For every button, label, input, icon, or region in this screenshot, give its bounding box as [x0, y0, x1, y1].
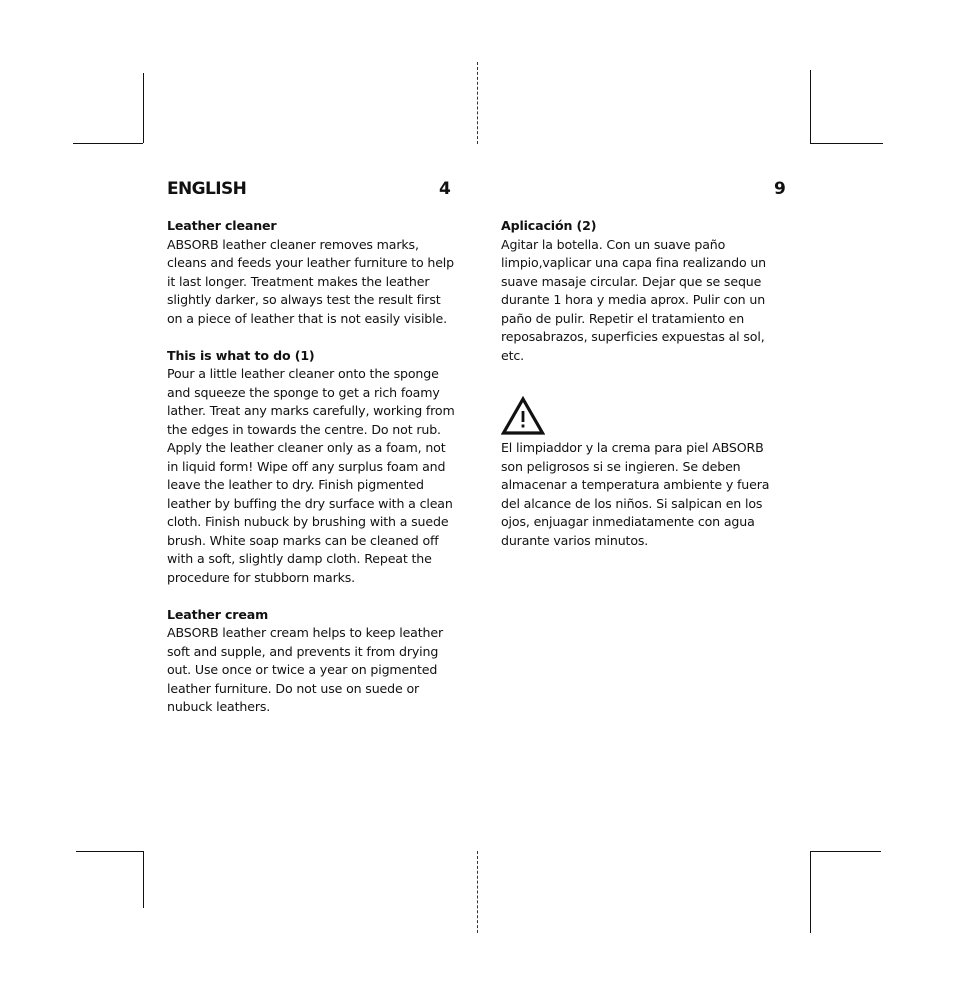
- crop-mark-top-left-horizontal: [73, 143, 143, 144]
- section-what-to-do: [167, 347, 455, 588]
- crop-mark-bottom-left-vertical: [143, 851, 144, 908]
- section-title: Aplicación (2): [501, 218, 597, 233]
- warning-text: El limpiaddor y la crema para piel ABSORB son peligrosos si se ingieren. Se deben almacenar a temperatura ambiente y fuera del alcance de los niños. Si salpican en los ojos, enjuagar inmediatamente con agua durante varios minutos.: [501, 440, 770, 548]
- crop-mark-top-right-horizontal: [810, 143, 883, 144]
- section-title: Leather cream: [167, 606, 269, 622]
- crop-mark-top-right-vertical: [810, 70, 811, 143]
- page-number-right: 9: [774, 179, 786, 199]
- section-title: This is what to do (1): [167, 347, 315, 363]
- page-heading: ENGLISH: [167, 179, 247, 199]
- section-text: ABSORB leather cleaner removes marks, cleans and feeds your leather furniture to help it last longer. Treatment makes the leather slightly darker, so always test the result first on a piece of leather that is not easily visible.: [167, 236, 454, 326]
- section-leather-cleaner: [167, 217, 455, 328]
- crop-mark-bottom-left-horizontal: [76, 851, 143, 852]
- left-column: [167, 217, 455, 735]
- fold-mark-bottom: [477, 851, 478, 933]
- warning-block: [501, 439, 787, 550]
- fold-mark-top: [477, 62, 478, 144]
- crop-mark-bottom-right-horizontal: [810, 851, 881, 852]
- section-text: Agitar la botella. Con un suave paño limpio,vaplicar una capa fina realizando un suave masaje circular. Dejar que se seque durante 1 hora y media aprox. Pulir con un paño de pulir. Repetir el tratamiento en reposabrazos, superficies expuestas al sol, etc.: [501, 236, 767, 363]
- section-leather-cream: [167, 606, 455, 717]
- right-column: [501, 217, 787, 384]
- section-aplicacion: [501, 217, 787, 365]
- page-number-left: 4: [439, 179, 451, 199]
- section-text: Pour a little leather cleaner onto the sponge and squeeze the sponge to get a rich foamy lather. Treat any marks carefully, working from the edges in towards the centre. Do not rub. Apply the leather cleaner only as a foam, not in liquid form! Wipe off any surplus foam and leave the leather to dry. Finish pigmented leather by buffing the dry surface with a clean cloth. Finish nubuck by brushing with a suede brush. White soap marks can be cleaned off with a soft, slightly damp cloth. Repeat the procedure for stubborn marks.: [167, 366, 455, 585]
- warning-triangle-icon: [501, 396, 545, 436]
- crop-mark-bottom-right-vertical: [810, 851, 811, 933]
- section-title: Leather cleaner: [167, 218, 277, 233]
- crop-mark-top-left-vertical: [143, 73, 144, 143]
- section-text: ABSORB leather cream helps to keep leather soft and supple, and prevents it from drying out. Use once or twice a year on pigmented leather furniture. Do not use on suede or nubuck leathers.: [167, 625, 443, 714]
